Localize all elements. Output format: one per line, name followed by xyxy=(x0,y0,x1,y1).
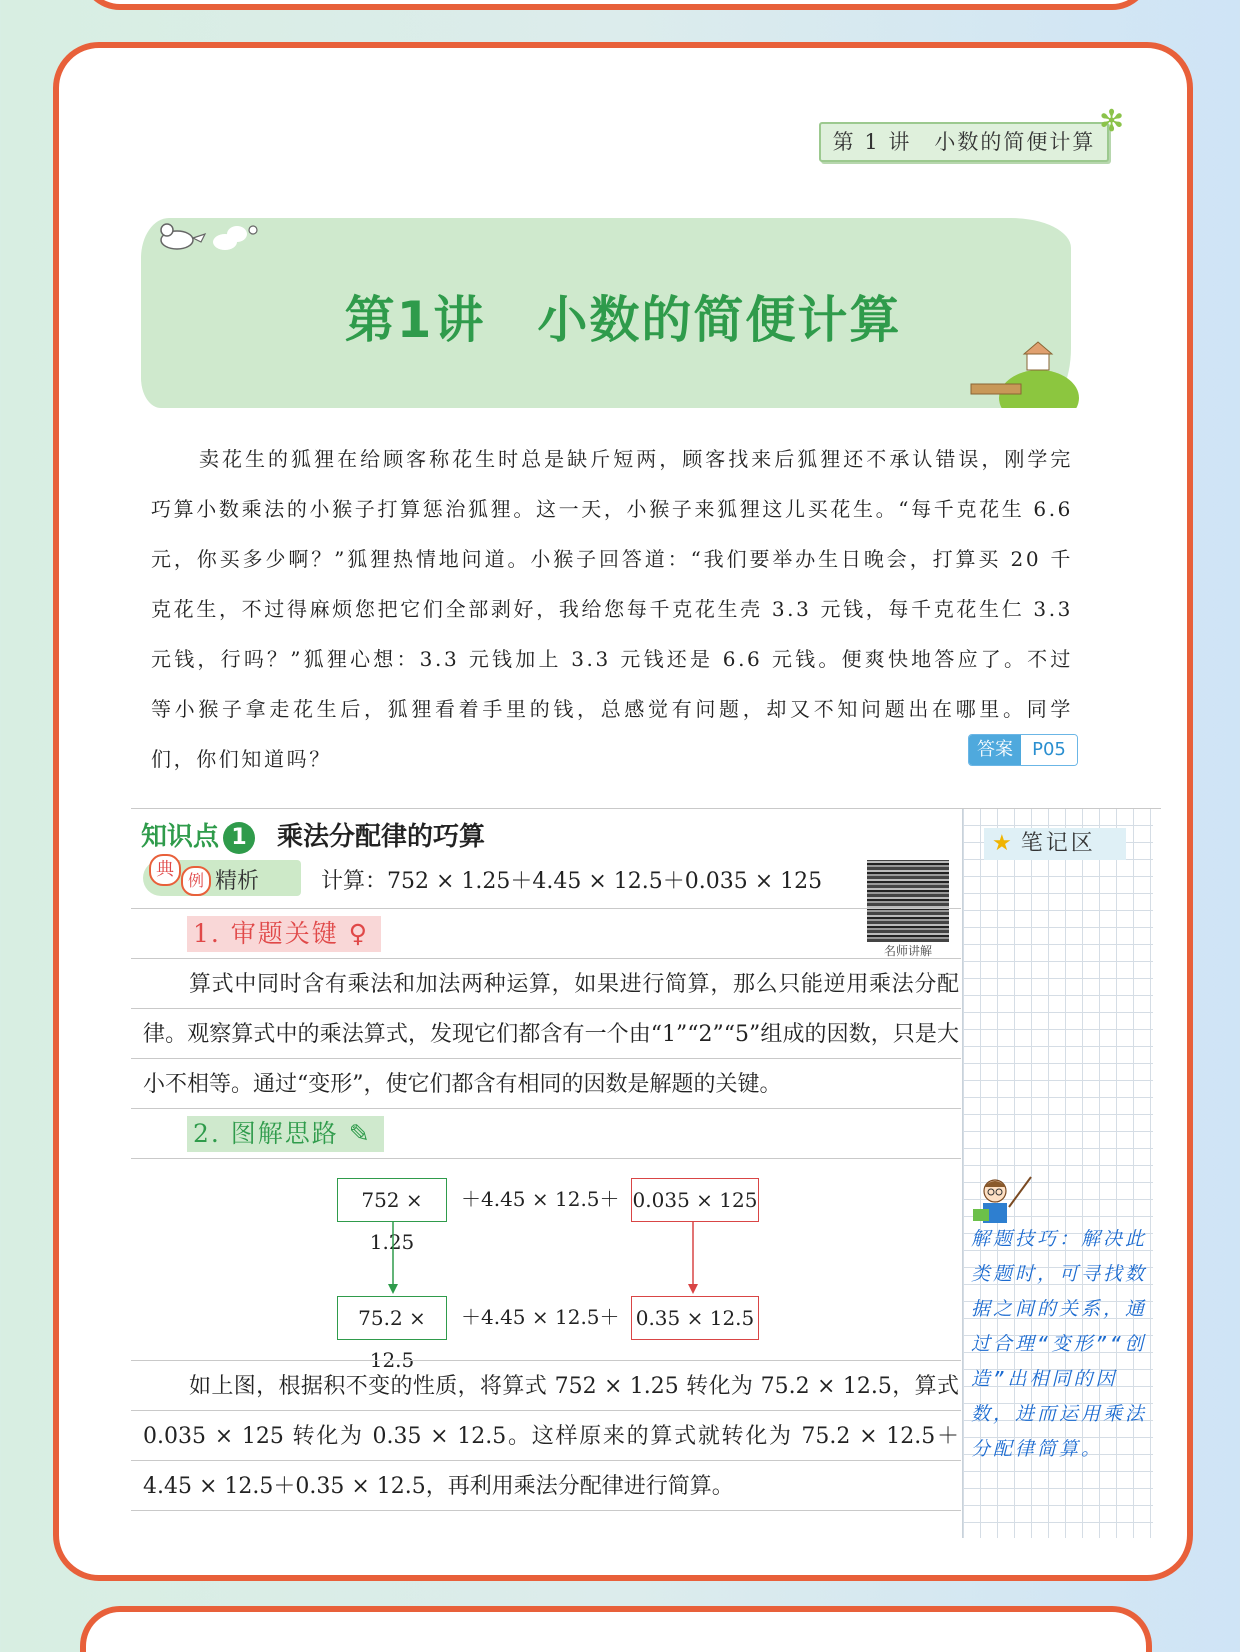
divider xyxy=(131,1008,961,1009)
answer-reference[interactable] xyxy=(968,734,1078,766)
conclusion-text xyxy=(143,1362,959,1512)
knowledge-number: 1 xyxy=(223,822,255,854)
qr-caption: 名师讲解 xyxy=(883,944,932,958)
page-card xyxy=(53,42,1193,1581)
analysis-paragraph: 算式中同时含有乘法和加法两种运算，如果进行简算，那么只能逆用乘法分配律。观察算式中的乘法算式，发现它们都含有一个由“1”“2”“5”组成的因数，只是大小不相等。通过“变形”，使它们都含有相同的因数是解题的关键。 xyxy=(143,972,959,1097)
section-review-key: 1. 审题关键 ♀ xyxy=(187,916,381,952)
birds-decoration-icon xyxy=(149,208,269,268)
teacher-icon xyxy=(969,1173,1039,1228)
next-page-edge xyxy=(80,1606,1152,1652)
hill-house-decoration-icon xyxy=(969,338,1079,408)
section-diagram: 2. 图解思路 ✎ xyxy=(187,1116,384,1152)
divider xyxy=(131,958,961,959)
knowledge-label: 知识点 xyxy=(141,822,220,852)
flower-icon: ✻ xyxy=(1099,104,1125,139)
answer-label: 答案 xyxy=(969,735,1021,765)
chapter-header-tag: 第 1 讲 小数的简便计算 xyxy=(819,122,1109,162)
previous-page-edge xyxy=(80,0,1152,10)
example-expression: 计算：752 × 1.25＋4.45 × 12.5＋0.035 × 125 xyxy=(321,869,823,894)
divider xyxy=(131,1158,961,1159)
analysis-text xyxy=(143,960,959,1110)
divider xyxy=(131,808,1161,809)
answer-page: P05 xyxy=(1021,735,1077,765)
diagram-top-left: 752 × 1.25 xyxy=(337,1178,447,1222)
lesson-title: 第1讲 小数的简便计算 xyxy=(344,291,902,349)
diagram-bottom-middle: ＋4.45 × 12.5＋ xyxy=(461,1305,620,1329)
diagram-top-right: 0.035 × 125 xyxy=(631,1178,759,1222)
example-char-2: 例 xyxy=(181,866,211,896)
divider xyxy=(131,1058,961,1059)
conclusion-paragraph: 如上图，根据积不变的性质，将算式 752 × 1.25 转化为 75.2 × 12.5，算式 0.035 × 125 转化为 0.35 × 12.5。这样原来的算式就转化为 75.2 × 12.5＋4.45 × 12.5＋0.35 × 12.5，再利用乘法分配律进行简算。 xyxy=(143,1374,959,1499)
divider xyxy=(131,908,961,909)
diagram-bottom-right: 0.35 × 12.5 xyxy=(631,1296,759,1340)
green-arrow-icon xyxy=(379,1222,409,1298)
example-label: 精析 xyxy=(215,869,260,894)
story-paragraph: 卖花生的狐狸在给顾客称花生时总是缺斤短两，顾客找来后狐狸还不承认错误，刚学完巧算小数乘法的小猴子打算惩治狐狸。这一天，小猴子来狐狸这儿买花生。“每千克花生 6.6 元，你买多少啊？”狐狸热情地问道。小猴子回答道：“我们要举办生日晚会，打算买 20 千克花生，不过得麻烦您把它们全部剥好，我给您每千克花生壳 3.3 元钱，每千克花生仁 3.3 元钱，行吗？”狐狸心想：3.3 元钱加上 3.3 元钱还是 6.6 元钱。便爽快地答应了。不过等小猴子拿走花生后，狐狸看着手里的钱，总感觉有问题，却又不知问题出在哪里。同学们，你们知道吗？ xyxy=(151,447,1073,771)
notes-label: 笔记区 xyxy=(1020,831,1096,856)
divider xyxy=(131,1410,961,1411)
notes-tag xyxy=(984,828,1126,860)
example-tag xyxy=(143,860,301,896)
qr-code[interactable] xyxy=(867,860,949,942)
solving-tip: 解题技巧：解决此类题时，可寻找数据之间的关系，通过合理“变形”“创造”出相同的因数，进而运用乘法分配律简算。 xyxy=(971,1228,1148,1460)
red-arrow-icon xyxy=(679,1222,709,1298)
story-text xyxy=(151,434,1073,784)
star-icon: ★ xyxy=(992,831,1015,856)
diagram-bottom-left: 75.2 × 12.5 xyxy=(337,1296,447,1340)
divider xyxy=(131,1510,961,1511)
knowledge-point-heading xyxy=(141,816,485,854)
divider xyxy=(131,1108,961,1109)
divider xyxy=(131,1460,961,1461)
diagram-top-middle: ＋4.45 × 12.5＋ xyxy=(461,1187,620,1211)
divider xyxy=(131,1360,961,1361)
knowledge-title: 乘法分配律的巧算 xyxy=(277,822,486,852)
example-char-1: 典 xyxy=(149,854,181,886)
